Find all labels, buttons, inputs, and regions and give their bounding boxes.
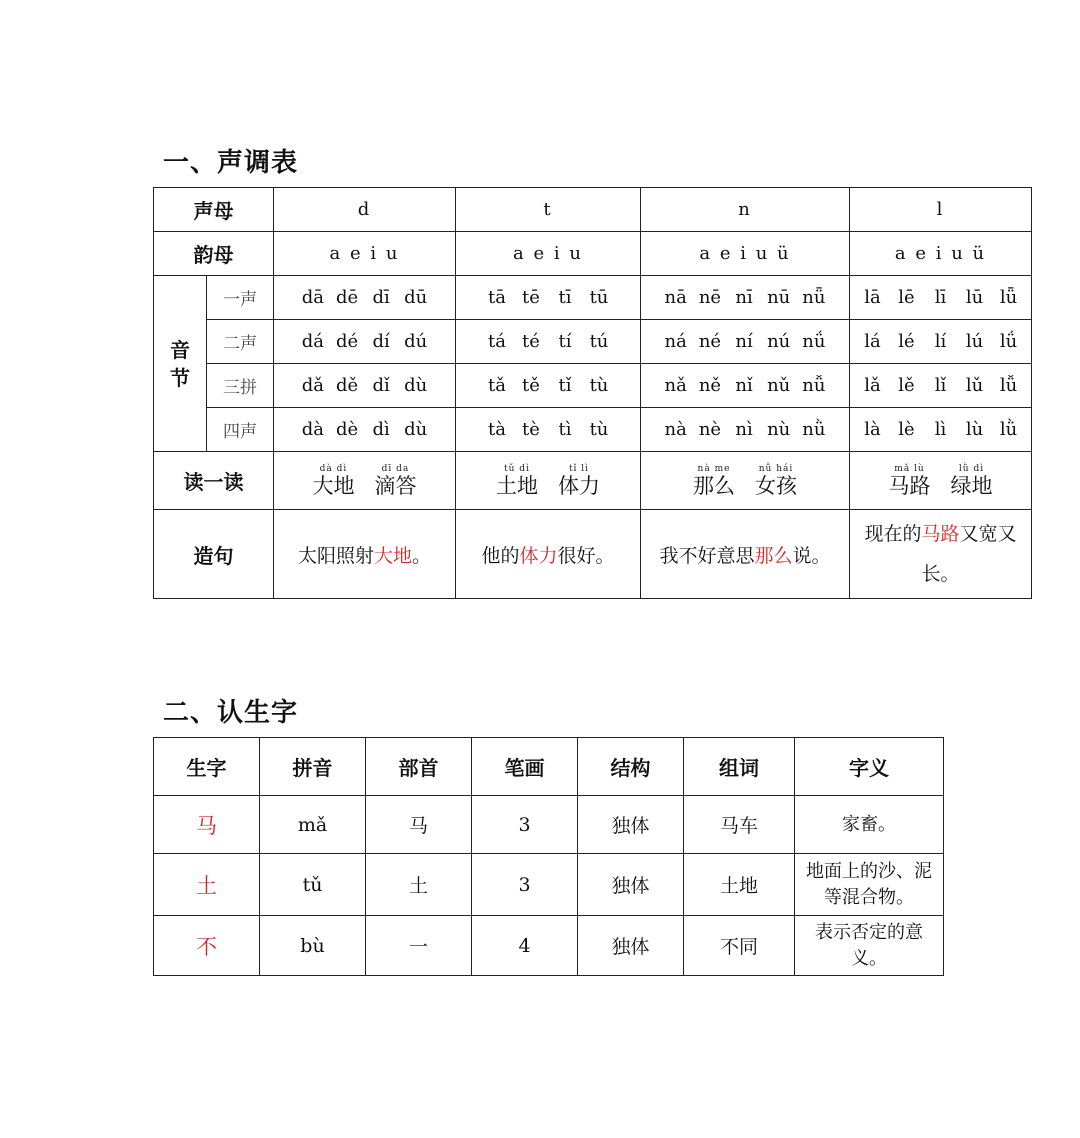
- strokes-cell: 3: [472, 796, 578, 854]
- syllable: tī: [558, 287, 572, 308]
- read-word-chars: 土地: [496, 473, 538, 498]
- radical-cell: 一: [366, 916, 472, 976]
- syllable: lǖ: [999, 287, 1018, 308]
- syllable: tì: [558, 419, 572, 440]
- syllable: lí: [934, 331, 947, 352]
- syllable: lǘ: [999, 331, 1018, 352]
- read-cell: [641, 452, 850, 510]
- syllable: nú: [767, 331, 791, 352]
- syllable: lū: [965, 287, 984, 308]
- syllable: lā: [864, 287, 881, 308]
- syllable: tǎ: [488, 375, 506, 396]
- structure-cell: 独体: [578, 796, 684, 854]
- syllable-cell: [456, 320, 641, 364]
- syllable: nù: [767, 419, 791, 440]
- column-header: 字义: [795, 738, 944, 796]
- word-cell: 土地: [684, 854, 795, 916]
- syllable: tǐ: [558, 375, 572, 396]
- finals-row: [154, 232, 1032, 276]
- syllable: tū: [589, 287, 609, 308]
- syllable: nā: [664, 287, 687, 308]
- syllable-cell: [850, 320, 1032, 364]
- syllable: nǔ: [767, 375, 791, 396]
- syllable-cell: [274, 276, 456, 320]
- syllable-cell: [641, 408, 850, 452]
- final-cell: a e i u: [274, 232, 456, 276]
- structure-cell: 独体: [578, 916, 684, 976]
- sentence-text: 又宽又长。: [921, 523, 1017, 585]
- syllable: dú: [404, 331, 428, 352]
- read-word: [496, 464, 538, 498]
- syllable: dù: [404, 375, 428, 396]
- syllable: tí: [558, 331, 572, 352]
- word-cell: 不同: [684, 916, 795, 976]
- sentence-row: [154, 510, 1032, 599]
- read-word-pinyin: lǜ dì: [958, 463, 985, 474]
- syllable: lù: [965, 419, 984, 440]
- syllable-label-char: 节: [170, 365, 190, 390]
- syllable-cell: [456, 408, 641, 452]
- final-label: 韵母: [154, 232, 274, 276]
- read-word-chars: 滴答: [374, 473, 417, 498]
- strokes-cell: 3: [472, 854, 578, 916]
- radical-cell: 马: [366, 796, 472, 854]
- syllable-row-4: [154, 408, 1032, 452]
- syllable: dè: [335, 419, 359, 440]
- read-row: [154, 452, 1032, 510]
- syllable-row-1: [154, 276, 1032, 320]
- header-row: [154, 738, 944, 796]
- table-row: [154, 916, 944, 976]
- syllable: tá: [488, 331, 506, 352]
- syllable-row-3: [154, 364, 1032, 408]
- column-header: 生字: [154, 738, 260, 796]
- syllable-row-2: [154, 320, 1032, 364]
- syllable: tù: [589, 419, 609, 440]
- read-word-chars: 绿地: [950, 473, 993, 498]
- syllable: lè: [898, 419, 915, 440]
- read-word: [755, 464, 797, 498]
- sentence-highlight: 体力: [519, 544, 558, 567]
- pinyin-cell: bù: [260, 916, 366, 976]
- syllable: lě: [898, 375, 915, 396]
- syllable: dē: [335, 287, 359, 308]
- read-word: [889, 464, 931, 498]
- sentence-text: 现在的: [864, 523, 922, 545]
- read-word-chars: 马路: [888, 473, 931, 498]
- new-characters-table: [153, 737, 944, 976]
- syllable: dǎ: [301, 375, 324, 396]
- syllable: lǜ: [999, 419, 1018, 440]
- column-header: 拼音: [260, 738, 366, 796]
- syllable: dī: [372, 287, 390, 308]
- final-cell: a e i u: [456, 232, 641, 276]
- sentence-text: 太阳照射: [297, 544, 374, 567]
- syllable: tù: [589, 375, 609, 396]
- syllable-cell: [274, 408, 456, 452]
- syllable: nī: [735, 287, 753, 308]
- column-header: 笔画: [472, 738, 578, 796]
- syllable: lé: [898, 331, 915, 352]
- syllable: ní: [735, 331, 753, 352]
- section-2-title: 二、认生字: [163, 698, 299, 728]
- sentence-text: 说。: [792, 544, 831, 567]
- syllable: dǐ: [372, 375, 390, 396]
- syllable-cell: [274, 364, 456, 408]
- sentence-text: 很好。: [557, 544, 615, 567]
- syllable-cell: [456, 364, 641, 408]
- pinyin-cell: mǎ: [260, 796, 366, 854]
- read-word-pinyin: dī da: [381, 463, 410, 474]
- syllable-label-text: [154, 336, 206, 392]
- read-word: [558, 464, 600, 498]
- column-header: 结构: [578, 738, 684, 796]
- syllable: dé: [335, 331, 359, 352]
- syllable-label-char: 音: [170, 337, 190, 362]
- syllable: dá: [301, 331, 324, 352]
- read-word-chars: 那么: [693, 473, 735, 498]
- syllable-label: [154, 276, 207, 452]
- syllable: lǎ: [864, 375, 881, 396]
- syllable: né: [698, 331, 722, 352]
- read-label: 读一读: [154, 452, 274, 510]
- syllable: dā: [301, 287, 324, 308]
- syllable: lǐ: [934, 375, 947, 396]
- syllable: lú: [965, 331, 984, 352]
- read-word-chars: 女孩: [755, 473, 797, 498]
- read-word-pinyin: tǐ lì: [568, 463, 590, 474]
- syllable: nū: [767, 287, 791, 308]
- meaning-cell: [795, 854, 944, 916]
- read-word: [693, 464, 735, 498]
- meaning-cell: [795, 916, 944, 976]
- syllable: lī: [934, 287, 947, 308]
- sentence-highlight: 那么: [754, 544, 793, 567]
- initial-cell: n: [641, 188, 850, 232]
- char-cell: 土: [154, 854, 260, 916]
- syllable: lē: [898, 287, 915, 308]
- meaning-cell: 家畜。: [795, 796, 944, 854]
- syllable: tà: [488, 419, 506, 440]
- column-header: 部首: [366, 738, 472, 796]
- table-row: [154, 854, 944, 916]
- syllable: lǔ: [965, 375, 984, 396]
- final-cell: a e i u ü: [641, 232, 850, 276]
- read-cell: [456, 452, 641, 510]
- syllable: dí: [372, 331, 390, 352]
- syllable: té: [522, 331, 540, 352]
- sentence-highlight: 马路: [921, 523, 960, 545]
- column-header: 组词: [684, 738, 795, 796]
- syllable: nē: [698, 287, 722, 308]
- syllable: dū: [404, 287, 428, 308]
- sentence-label: 造句: [154, 510, 274, 599]
- read-word: [951, 464, 993, 498]
- syllable: là: [864, 419, 881, 440]
- syllable: lá: [864, 331, 881, 352]
- sentence-highlight: 大地: [373, 544, 412, 567]
- syllable: nǜ: [802, 419, 826, 440]
- syllable: tā: [488, 287, 506, 308]
- syllable-cell: [641, 320, 850, 364]
- syllable: tē: [522, 287, 540, 308]
- syllable: dà: [301, 419, 324, 440]
- read-word-pinyin: tǔ dì: [504, 463, 530, 474]
- syllable: nǎ: [664, 375, 687, 396]
- read-word-pinyin: nà me: [697, 463, 731, 474]
- sentence-text: 我不好意思: [659, 544, 755, 567]
- syllable-cell: [850, 408, 1032, 452]
- sentence-cell: [641, 510, 850, 599]
- syllable: ně: [698, 375, 722, 396]
- tone-label: 四声: [207, 408, 274, 452]
- syllable-cell: [850, 276, 1032, 320]
- tone-label: 二声: [207, 320, 274, 364]
- initial-label: 声母: [154, 188, 274, 232]
- syllable: nǚ: [802, 375, 826, 396]
- syllable: dù: [404, 419, 428, 440]
- syllable: lì: [934, 419, 947, 440]
- syllable: ná: [664, 331, 687, 352]
- structure-cell: 独体: [578, 854, 684, 916]
- read-word-chars: 体力: [558, 473, 600, 498]
- final-cell: a e i u ü: [850, 232, 1032, 276]
- tone-label: 三拼: [207, 364, 274, 408]
- syllable: dě: [335, 375, 359, 396]
- sentence-cell: [850, 510, 1032, 599]
- read-word-chars: 大地: [312, 473, 355, 498]
- strokes-cell: 4: [472, 916, 578, 976]
- read-word: [313, 464, 355, 498]
- syllable: dì: [372, 419, 390, 440]
- sentence-cell: [456, 510, 641, 599]
- read-word-pinyin: mǎ lù: [894, 463, 925, 474]
- syllable-cell: [456, 276, 641, 320]
- syllable-cell: [641, 364, 850, 408]
- initial-cell: l: [850, 188, 1032, 232]
- initials-row: [154, 188, 1032, 232]
- read-word-pinyin: nǚ hái: [758, 463, 794, 474]
- table-row: [154, 796, 944, 854]
- sentence-text: 。: [412, 544, 432, 567]
- meaning-text: 地面上的沙、泥等混合物。: [806, 860, 932, 908]
- pinyin-cell: tǔ: [260, 854, 366, 916]
- syllable-cell: [850, 364, 1032, 408]
- syllable: tú: [589, 331, 609, 352]
- section-1-title: 一、声调表: [163, 148, 299, 178]
- syllable: nǘ: [802, 331, 826, 352]
- char-cell: 马: [154, 796, 260, 854]
- syllable: nǖ: [802, 287, 826, 308]
- tone-label: 一声: [207, 276, 274, 320]
- initial-cell: d: [274, 188, 456, 232]
- syllable: tě: [522, 375, 540, 396]
- syllable: nà: [664, 419, 687, 440]
- read-word: [375, 464, 417, 498]
- char-cell: 不: [154, 916, 260, 976]
- syllable: nǐ: [735, 375, 753, 396]
- initial-cell: t: [456, 188, 641, 232]
- syllable: lǚ: [999, 375, 1018, 396]
- syllable: nè: [698, 419, 722, 440]
- sentence-cell: [274, 510, 456, 599]
- tone-table: [153, 187, 1032, 599]
- word-cell: 马车: [684, 796, 795, 854]
- syllable-cell: [641, 276, 850, 320]
- read-cell: [850, 452, 1032, 510]
- read-cell: [274, 452, 456, 510]
- meaning-text: 表示否定的意义。: [815, 921, 923, 969]
- radical-cell: 土: [366, 854, 472, 916]
- syllable: nì: [735, 419, 753, 440]
- syllable: tè: [522, 419, 540, 440]
- sentence-text: 他的: [481, 544, 520, 567]
- read-word-pinyin: dà dì: [319, 463, 348, 474]
- syllable-cell: [274, 320, 456, 364]
